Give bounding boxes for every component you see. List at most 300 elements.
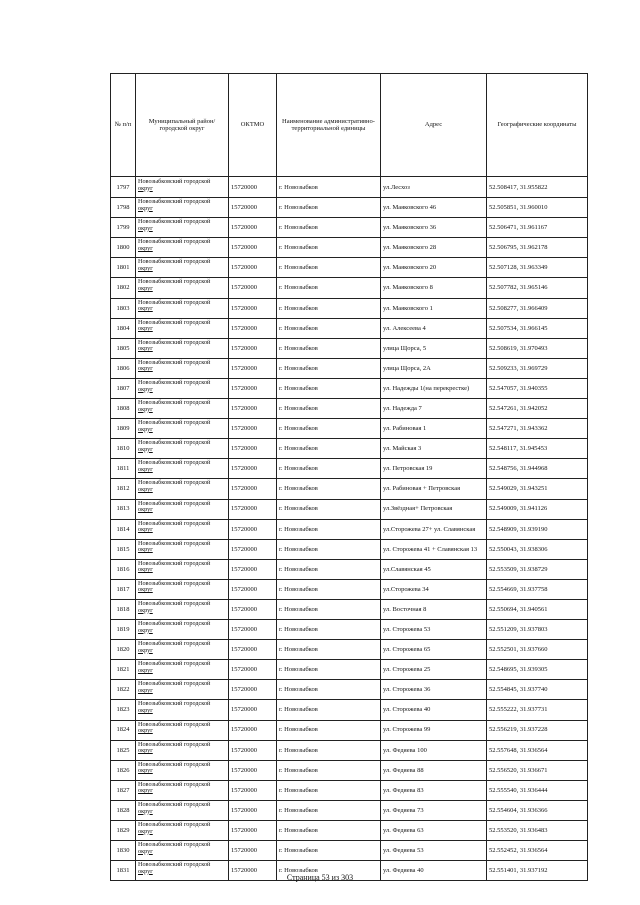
row-number: 1829 bbox=[111, 821, 136, 841]
row-number: 1808 bbox=[111, 399, 136, 419]
row-address: ул. Сторожева 53 bbox=[381, 620, 487, 640]
row-municipality bbox=[136, 579, 229, 599]
row-coordinates: 52.509233, 31.969729 bbox=[487, 358, 588, 378]
row-municipality bbox=[136, 338, 229, 358]
row-oktmo: 15720000 bbox=[229, 599, 277, 619]
municipality-line-1: Новозыбковский городской bbox=[138, 620, 211, 628]
row-address: ул. Сторожева 99 bbox=[381, 720, 487, 740]
row-coordinates: 52.552501, 31.937660 bbox=[487, 640, 588, 660]
municipality-line-2: округ bbox=[138, 264, 153, 272]
row-municipality bbox=[136, 780, 229, 800]
row-number: 1824 bbox=[111, 720, 136, 740]
row-municipality bbox=[136, 599, 229, 619]
row-municipality bbox=[136, 841, 229, 861]
row-number: 1801 bbox=[111, 258, 136, 278]
header-oktmo: ОКТМО bbox=[229, 74, 277, 177]
table-row bbox=[111, 519, 588, 539]
row-admin-unit: г. Новозыбков bbox=[277, 258, 381, 278]
municipality-line-1: Новозыбковский городской bbox=[138, 499, 211, 507]
municipality-line-2: округ bbox=[138, 867, 153, 875]
row-coordinates: 52.556520, 31.936671 bbox=[487, 760, 588, 780]
municipality-line-1: Новозыбковский городской bbox=[138, 640, 211, 648]
row-address: ул. Федяева 100 bbox=[381, 740, 487, 760]
row-number: 1813 bbox=[111, 499, 136, 519]
row-oktmo: 15720000 bbox=[229, 258, 277, 278]
row-coordinates: 52.547261, 31.942052 bbox=[487, 399, 588, 419]
row-oktmo: 15720000 bbox=[229, 720, 277, 740]
row-coordinates: 52.551209, 31.937803 bbox=[487, 620, 588, 640]
row-admin-unit: г. Новозыбков bbox=[277, 378, 381, 398]
row-oktmo: 15720000 bbox=[229, 559, 277, 579]
row-address: ул. Сторожева 40 bbox=[381, 700, 487, 720]
row-coordinates: 52.507782, 31.965146 bbox=[487, 278, 588, 298]
table-row bbox=[111, 559, 588, 579]
municipality-line-1: Новозыбковский городской bbox=[138, 318, 211, 326]
row-coordinates: 52.553509, 31.938729 bbox=[487, 559, 588, 579]
row-admin-unit: г. Новозыбков bbox=[277, 559, 381, 579]
municipality-line-1: Новозыбковский городской bbox=[138, 559, 211, 567]
municipality-line-2: округ bbox=[138, 405, 153, 413]
row-address: ул. Федяева 63 bbox=[381, 821, 487, 841]
municipality-line-1: Новозыбковский городской bbox=[138, 680, 211, 688]
row-number: 1811 bbox=[111, 459, 136, 479]
municipality-line-1: Новозыбковский городской bbox=[138, 599, 211, 607]
row-admin-unit: г. Новозыбков bbox=[277, 599, 381, 619]
row-address: улица Щорса, 2А bbox=[381, 358, 487, 378]
municipality-line-2: округ bbox=[138, 526, 153, 534]
row-address: ул. Сторожева 25 bbox=[381, 660, 487, 680]
row-admin-unit: г. Новозыбков bbox=[277, 720, 381, 740]
row-coordinates: 52.505851, 31.960010 bbox=[487, 198, 588, 218]
municipality-line-1: Новозыбковский городской bbox=[138, 439, 211, 447]
row-coordinates: 52.554845, 31.937740 bbox=[487, 680, 588, 700]
row-oktmo: 15720000 bbox=[229, 177, 277, 198]
locations-table bbox=[110, 73, 588, 881]
row-address: ул.Сторожева 34 bbox=[381, 579, 487, 599]
row-oktmo: 15720000 bbox=[229, 439, 277, 459]
row-number: 1816 bbox=[111, 559, 136, 579]
municipality-line-1: Новозыбковский городской bbox=[138, 298, 211, 306]
row-municipality bbox=[136, 640, 229, 660]
table-row bbox=[111, 198, 588, 218]
table-row bbox=[111, 218, 588, 238]
row-address: ул.Славянская 45 bbox=[381, 559, 487, 579]
municipality-line-2: округ bbox=[138, 325, 153, 333]
row-address: ул. Маяковского 46 bbox=[381, 198, 487, 218]
row-coordinates: 52.553520, 31.936483 bbox=[487, 821, 588, 841]
row-oktmo: 15720000 bbox=[229, 620, 277, 640]
row-address: ул. Федяева 88 bbox=[381, 760, 487, 780]
row-municipality bbox=[136, 559, 229, 579]
table-row bbox=[111, 238, 588, 258]
row-address: ул. Федяева 83 bbox=[381, 780, 487, 800]
row-oktmo: 15720000 bbox=[229, 800, 277, 820]
row-municipality bbox=[136, 258, 229, 278]
row-number: 1806 bbox=[111, 358, 136, 378]
row-coordinates: 52.508277, 31.966409 bbox=[487, 298, 588, 318]
row-oktmo: 15720000 bbox=[229, 358, 277, 378]
municipality-line-2: округ bbox=[138, 767, 153, 775]
municipality-line-1: Новозыбковский городской bbox=[138, 399, 211, 407]
row-coordinates: 52.507534, 31.966145 bbox=[487, 318, 588, 338]
row-municipality bbox=[136, 238, 229, 258]
row-municipality bbox=[136, 399, 229, 419]
table-body bbox=[111, 177, 588, 881]
municipality-line-2: округ bbox=[138, 385, 153, 393]
row-oktmo: 15720000 bbox=[229, 198, 277, 218]
row-number: 1827 bbox=[111, 780, 136, 800]
header-coordinates: Географические координаты bbox=[487, 74, 588, 177]
row-admin-unit: г. Новозыбков bbox=[277, 439, 381, 459]
row-admin-unit: г. Новозыбков bbox=[277, 318, 381, 338]
municipality-line-2: округ bbox=[138, 184, 153, 192]
row-municipality bbox=[136, 499, 229, 519]
row-admin-unit: г. Новозыбков bbox=[277, 700, 381, 720]
header-municipality: Муниципальный район/городской округ bbox=[136, 74, 229, 177]
row-address: ул. Сторожева 41 + Славянская 13 bbox=[381, 539, 487, 559]
row-municipality bbox=[136, 479, 229, 499]
row-coordinates: 52.506471, 31.961167 bbox=[487, 218, 588, 238]
municipality-line-1: Новозыбковский городской bbox=[138, 660, 211, 668]
table-row bbox=[111, 760, 588, 780]
table-row bbox=[111, 780, 588, 800]
row-number: 1826 bbox=[111, 760, 136, 780]
row-municipality bbox=[136, 760, 229, 780]
row-oktmo: 15720000 bbox=[229, 680, 277, 700]
table-row bbox=[111, 821, 588, 841]
table-row bbox=[111, 177, 588, 198]
row-oktmo: 15720000 bbox=[229, 459, 277, 479]
municipality-line-1: Новозыбковский городской bbox=[138, 720, 211, 728]
row-number: 1825 bbox=[111, 740, 136, 760]
row-coordinates: 52.554604, 31.936366 bbox=[487, 800, 588, 820]
row-admin-unit: г. Новозыбков bbox=[277, 640, 381, 660]
row-number: 1821 bbox=[111, 660, 136, 680]
municipality-line-1: Новозыбковский городской bbox=[138, 238, 211, 246]
municipality-line-1: Новозыбковский городской bbox=[138, 700, 211, 708]
row-address: ул. Маяковского 8 bbox=[381, 278, 487, 298]
row-address: ул. Маяковского 1 bbox=[381, 298, 487, 318]
row-coordinates: 52.549029, 31.943251 bbox=[487, 479, 588, 499]
municipality-line-2: округ bbox=[138, 285, 153, 293]
row-address: ул. Федяева 53 bbox=[381, 841, 487, 861]
row-municipality bbox=[136, 278, 229, 298]
row-municipality bbox=[136, 519, 229, 539]
table-row bbox=[111, 720, 588, 740]
row-admin-unit: г. Новозыбков bbox=[277, 198, 381, 218]
table-row bbox=[111, 258, 588, 278]
table-row bbox=[111, 318, 588, 338]
row-oktmo: 15720000 bbox=[229, 399, 277, 419]
row-coordinates: 52.555540, 31.936444 bbox=[487, 780, 588, 800]
row-municipality bbox=[136, 539, 229, 559]
municipality-line-1: Новозыбковский городской bbox=[138, 278, 211, 286]
row-oktmo: 15720000 bbox=[229, 579, 277, 599]
row-number: 1817 bbox=[111, 579, 136, 599]
municipality-line-1: Новозыбковский городской bbox=[138, 539, 211, 547]
row-address: ул.Лесхоз bbox=[381, 177, 487, 198]
table-row bbox=[111, 800, 588, 820]
row-municipality bbox=[136, 680, 229, 700]
row-municipality bbox=[136, 378, 229, 398]
row-municipality bbox=[136, 358, 229, 378]
row-admin-unit: г. Новозыбков bbox=[277, 459, 381, 479]
row-coordinates: 52.555222, 31.937731 bbox=[487, 700, 588, 720]
row-address: ул. Рабиновая 1 bbox=[381, 419, 487, 439]
row-address: ул. Алексеева 4 bbox=[381, 318, 487, 338]
municipality-line-2: округ bbox=[138, 727, 153, 735]
row-number: 1798 bbox=[111, 198, 136, 218]
row-municipality bbox=[136, 620, 229, 640]
row-municipality bbox=[136, 821, 229, 841]
row-oktmo: 15720000 bbox=[229, 821, 277, 841]
row-coordinates: 52.548909, 31.939190 bbox=[487, 519, 588, 539]
row-number: 1803 bbox=[111, 298, 136, 318]
row-coordinates: 52.550694, 31.940561 bbox=[487, 599, 588, 619]
table-row bbox=[111, 660, 588, 680]
row-coordinates: 52.508619, 31.970493 bbox=[487, 338, 588, 358]
municipality-line-1: Новозыбковский городской bbox=[138, 258, 211, 266]
municipality-line-1: Новозыбковский городской bbox=[138, 338, 211, 346]
municipality-line-2: округ bbox=[138, 646, 153, 654]
municipality-line-2: округ bbox=[138, 224, 153, 232]
row-admin-unit: г. Новозыбков bbox=[277, 338, 381, 358]
row-number: 1800 bbox=[111, 238, 136, 258]
row-number: 1814 bbox=[111, 519, 136, 539]
row-number: 1805 bbox=[111, 338, 136, 358]
municipality-line-2: округ bbox=[138, 445, 153, 453]
table-row bbox=[111, 378, 588, 398]
municipality-line-2: округ bbox=[138, 566, 153, 574]
municipality-line-1: Новозыбковский городской bbox=[138, 841, 211, 849]
municipality-line-2: округ bbox=[138, 244, 153, 252]
municipality-line-2: округ bbox=[138, 606, 153, 614]
row-municipality bbox=[136, 720, 229, 740]
municipality-line-2: округ bbox=[138, 626, 153, 634]
row-number: 1810 bbox=[111, 439, 136, 459]
municipality-line-1: Новозыбковский городской bbox=[138, 861, 211, 869]
municipality-line-1: Новозыбковский городской bbox=[138, 479, 211, 487]
table-row bbox=[111, 740, 588, 760]
row-oktmo: 15720000 bbox=[229, 298, 277, 318]
row-coordinates: 52.550043, 31.938306 bbox=[487, 539, 588, 559]
row-municipality bbox=[136, 318, 229, 338]
row-municipality bbox=[136, 218, 229, 238]
table-row bbox=[111, 338, 588, 358]
table-row bbox=[111, 499, 588, 519]
table-row bbox=[111, 419, 588, 439]
row-coordinates: 52.557648, 31.936564 bbox=[487, 740, 588, 760]
municipality-line-2: округ bbox=[138, 425, 153, 433]
row-admin-unit: г. Новозыбков bbox=[277, 479, 381, 499]
row-admin-unit: г. Новозыбков bbox=[277, 620, 381, 640]
row-number: 1815 bbox=[111, 539, 136, 559]
row-admin-unit: г. Новозыбков bbox=[277, 579, 381, 599]
row-oktmo: 15720000 bbox=[229, 338, 277, 358]
municipality-line-2: округ bbox=[138, 465, 153, 473]
row-municipality bbox=[136, 419, 229, 439]
page-number: Страница 53 из 303 bbox=[286, 873, 354, 882]
municipality-line-1: Новозыбковский городской bbox=[138, 178, 211, 185]
header-num: № п/п bbox=[111, 74, 136, 177]
row-coordinates: 52.549009, 31.941126 bbox=[487, 499, 588, 519]
row-oktmo: 15720000 bbox=[229, 841, 277, 861]
table-row bbox=[111, 298, 588, 318]
row-oktmo: 15720000 bbox=[229, 740, 277, 760]
row-address: ул. Майская 3 bbox=[381, 439, 487, 459]
row-admin-unit: г. Новозыбков bbox=[277, 841, 381, 861]
row-address: ул. Восточная 8 bbox=[381, 599, 487, 619]
row-address: ул. Петровская 19 bbox=[381, 459, 487, 479]
row-admin-unit: г. Новозыбков bbox=[277, 499, 381, 519]
table-row bbox=[111, 539, 588, 559]
municipality-line-1: Новозыбковский городской bbox=[138, 218, 211, 226]
row-number: 1807 bbox=[111, 378, 136, 398]
row-coordinates: 52.551401, 31.937192 bbox=[487, 861, 588, 881]
row-oktmo: 15720000 bbox=[229, 660, 277, 680]
row-coordinates: 52.548117, 31.945453 bbox=[487, 439, 588, 459]
row-number: 1820 bbox=[111, 640, 136, 660]
row-oktmo: 15720000 bbox=[229, 499, 277, 519]
row-oktmo: 15720000 bbox=[229, 519, 277, 539]
row-admin-unit: г. Новозыбков bbox=[277, 278, 381, 298]
row-oktmo: 15720000 bbox=[229, 640, 277, 660]
municipality-line-2: округ bbox=[138, 666, 153, 674]
row-number: 1812 bbox=[111, 479, 136, 499]
municipality-line-2: округ bbox=[138, 586, 153, 594]
row-municipality bbox=[136, 700, 229, 720]
municipality-line-1: Новозыбковский городской bbox=[138, 419, 211, 427]
row-number: 1823 bbox=[111, 700, 136, 720]
municipality-line-1: Новозыбковский городской bbox=[138, 358, 211, 366]
table-row bbox=[111, 459, 588, 479]
municipality-line-2: округ bbox=[138, 747, 153, 755]
table-row bbox=[111, 700, 588, 720]
row-admin-unit: г. Новозыбков bbox=[277, 680, 381, 700]
row-coordinates: 52.507128, 31.963349 bbox=[487, 258, 588, 278]
table-row bbox=[111, 579, 588, 599]
row-address: ул.Сторожева 27+ ул. Славянская bbox=[381, 519, 487, 539]
table-row bbox=[111, 680, 588, 700]
row-number: 1809 bbox=[111, 419, 136, 439]
row-municipality bbox=[136, 198, 229, 218]
municipality-line-2: округ bbox=[138, 345, 153, 353]
table-row bbox=[111, 479, 588, 499]
row-admin-unit: г. Новозыбков bbox=[277, 740, 381, 760]
row-oktmo: 15720000 bbox=[229, 218, 277, 238]
row-oktmo: 15720000 bbox=[229, 479, 277, 499]
row-number: 1818 bbox=[111, 599, 136, 619]
row-oktmo: 15720000 bbox=[229, 861, 277, 881]
row-coordinates: 52.548695, 31.939305 bbox=[487, 660, 588, 680]
row-admin-unit: г. Новозыбков bbox=[277, 238, 381, 258]
row-coordinates: 52.506795, 31.962178 bbox=[487, 238, 588, 258]
row-number: 1797 bbox=[111, 177, 136, 198]
municipality-line-2: округ bbox=[138, 827, 153, 835]
row-address: ул. Рабиновая + Петровская bbox=[381, 479, 487, 499]
table-row bbox=[111, 640, 588, 660]
municipality-line-2: округ bbox=[138, 686, 153, 694]
row-address: ул. Федяева 40 bbox=[381, 861, 487, 881]
municipality-line-1: Новозыбковский городской bbox=[138, 378, 211, 386]
row-admin-unit: г. Новозыбков bbox=[277, 419, 381, 439]
row-oktmo: 15720000 bbox=[229, 760, 277, 780]
row-municipality bbox=[136, 800, 229, 820]
row-address: ул. Надежды 1(на перекрестке) bbox=[381, 378, 487, 398]
row-admin-unit: г. Новозыбков bbox=[277, 298, 381, 318]
row-coordinates: 52.556219, 31.937228 bbox=[487, 720, 588, 740]
row-address: ул. Сторожева 36 bbox=[381, 680, 487, 700]
municipality-line-2: округ bbox=[138, 204, 153, 212]
municipality-line-1: Новозыбковский городской bbox=[138, 519, 211, 527]
row-address: ул.Звёздная+ Петровская bbox=[381, 499, 487, 519]
row-number: 1828 bbox=[111, 800, 136, 820]
table-row bbox=[111, 841, 588, 861]
row-oktmo: 15720000 bbox=[229, 539, 277, 559]
row-municipality bbox=[136, 740, 229, 760]
row-coordinates: 52.547057, 31.940355 bbox=[487, 378, 588, 398]
municipality-line-1: Новозыбковский городской bbox=[138, 780, 211, 788]
table-row bbox=[111, 278, 588, 298]
municipality-line-2: округ bbox=[138, 305, 153, 313]
row-coordinates: 52.508417, 31.955822 bbox=[487, 177, 588, 198]
row-admin-unit: г. Новозыбков bbox=[277, 821, 381, 841]
row-admin-unit: г. Новозыбков bbox=[277, 358, 381, 378]
row-admin-unit: г. Новозыбков bbox=[277, 760, 381, 780]
row-address: ул. Сторожева 65 bbox=[381, 640, 487, 660]
row-oktmo: 15720000 bbox=[229, 318, 277, 338]
row-municipality bbox=[136, 298, 229, 318]
municipality-line-2: округ bbox=[138, 546, 153, 554]
row-admin-unit: г. Новозыбков bbox=[277, 800, 381, 820]
table-row bbox=[111, 399, 588, 419]
row-municipality bbox=[136, 439, 229, 459]
municipality-line-2: округ bbox=[138, 486, 153, 493]
municipality-line-1: Новозыбковский городской bbox=[138, 198, 211, 206]
row-address: улица Щорса, 5 bbox=[381, 338, 487, 358]
row-admin-unit: г. Новозыбков bbox=[277, 519, 381, 539]
table-row bbox=[111, 358, 588, 378]
row-municipality bbox=[136, 660, 229, 680]
row-municipality bbox=[136, 459, 229, 479]
header-address: Адрес bbox=[381, 74, 487, 177]
row-coordinates: 52.554669, 31.937758 bbox=[487, 579, 588, 599]
row-admin-unit: г. Новозыбков bbox=[277, 861, 381, 881]
row-oktmo: 15720000 bbox=[229, 238, 277, 258]
row-address: ул. Маяковского 28 bbox=[381, 238, 487, 258]
municipality-line-2: округ bbox=[138, 807, 153, 815]
municipality-line-1: Новозыбковский городской bbox=[138, 800, 211, 808]
row-municipality bbox=[136, 177, 229, 198]
table-header-row bbox=[111, 74, 588, 177]
table-row bbox=[111, 599, 588, 619]
row-address: ул. Маяковского 20 bbox=[381, 258, 487, 278]
table-row bbox=[111, 439, 588, 459]
municipality-line-2: округ bbox=[138, 365, 153, 373]
row-address: ул. Надежда 7 bbox=[381, 399, 487, 419]
row-address: ул. Федяева 73 bbox=[381, 800, 487, 820]
municipality-line-1: Новозыбковский городской bbox=[138, 760, 211, 768]
row-number: 1831 bbox=[111, 861, 136, 881]
row-number: 1804 bbox=[111, 318, 136, 338]
row-admin-unit: г. Новозыбков bbox=[277, 539, 381, 559]
row-oktmo: 15720000 bbox=[229, 278, 277, 298]
row-admin-unit: г. Новозыбков bbox=[277, 660, 381, 680]
municipality-line-1: Новозыбковский городской bbox=[138, 459, 211, 467]
municipality-line-2: округ bbox=[138, 707, 153, 715]
municipality-line-2: округ bbox=[138, 787, 153, 795]
row-number: 1830 bbox=[111, 841, 136, 861]
